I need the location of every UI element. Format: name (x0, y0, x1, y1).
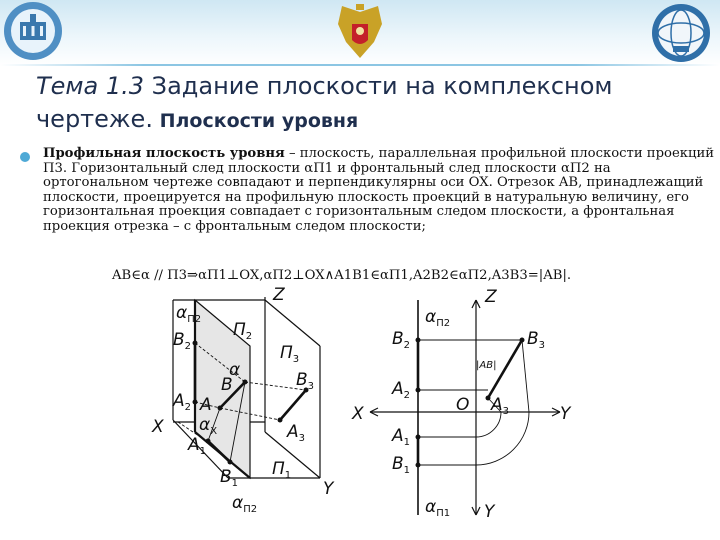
svg-text:П1: $П_1$ (272, 459, 292, 481)
fig1-b3-label: B (296, 370, 308, 390)
svg-text:αП1: $\alpha_{П1}$ (425, 497, 451, 519)
svg-text:αX: $\alpha_X$ (199, 415, 218, 437)
fig2-origin-label: O (456, 395, 470, 415)
fig1-alpha-p2-bottom-label: α (232, 493, 244, 513)
fig1-y-label: Y (323, 479, 334, 499)
fig2-b1-label: B (392, 454, 404, 474)
svg-text:П3: $П_3$ (280, 343, 300, 365)
fig2-y-label: Y (560, 404, 571, 424)
svg-text:B3: $B_3$ (296, 370, 315, 392)
fig2-y-bottom-label: Y (484, 502, 495, 522)
fig2-b2-label: B (392, 329, 404, 349)
fig2-ab-length-label: |AB| (476, 360, 497, 371)
definition-term: Профильная плоскость уровня (43, 146, 285, 161)
fig2-a1-label: A (392, 426, 404, 446)
fig1-x-label: X (152, 417, 164, 437)
fig1-b2-label: B (173, 330, 185, 350)
fig1-a1-label: A (188, 435, 200, 455)
fig1-a2-label: A (173, 391, 185, 411)
svg-text:A1: $A_1$ (392, 426, 411, 448)
svg-text:αП2: $\alpha_{П2}$ (232, 493, 258, 515)
svg-text:B2: $B_2$ (392, 329, 411, 351)
fig1-p3-label: П (280, 343, 293, 363)
svg-text:B2: $B_2$ (173, 330, 192, 352)
svg-text:A1: $A_1$ (188, 435, 207, 457)
svg-text:B1: $B_1$ (392, 454, 411, 476)
definition-text: – плоскость, параллельная профильной плоскости проекций П3. Горизонтальный след плоскости αП1 и фронтальный след плоскости αП2 на ортогональном чертеже совпадают и перпендикулярны оси OX. Отрезок AB, принадлежащий плоскости, проецируется на профильную плоскость проекций в натуральную величину, его горизонтальная проекция совпадает с горизонтальным следом плоскости, а фронтальная проекция отрезка – с фронтальным следом плоскости; (43, 146, 715, 234)
fig2-x-label: X (352, 404, 364, 424)
fig2-alpha-p2-label: α (425, 307, 437, 327)
fig2-z-label: Z (485, 287, 497, 307)
fig1-p1-label: П (272, 459, 285, 479)
fig1-a3-label: A (287, 422, 299, 442)
svg-text:A2: $A_2$ (173, 391, 192, 413)
fig1-p2-label: П (233, 320, 246, 340)
orthographic-points (416, 338, 525, 468)
fig2-a2-label: A (392, 379, 404, 399)
formula-line: AB∈α // П3⇒αП1⊥OX,αП2⊥OX∧A1B1∈αП1,A2B2∈αП2,A3B3=|AB|. (112, 268, 572, 283)
fig1-b1-label: B (220, 467, 232, 487)
fig2-alpha-p1-label: α (425, 497, 437, 517)
fig1-b-label: B (221, 375, 233, 395)
title-topic: Тема 1.3 (36, 72, 145, 100)
svg-text:A2: $A_2$ (392, 379, 411, 401)
svg-text:B1: $B_1$ (220, 467, 239, 489)
title-level-planes: Плоскости уровня (152, 110, 359, 132)
svg-text:П2: $П_2$ (233, 320, 253, 342)
svg-text:αП2: $\alpha_{П2}$ (425, 307, 451, 329)
svg-text:B3: $B_3$ (527, 329, 546, 351)
fig1-alpha-x-label: α (199, 415, 211, 435)
fig1-alpha-label: α (229, 360, 241, 380)
svg-text:A3: $A_3$ (491, 395, 510, 417)
fig2-b3-label: B (527, 329, 539, 349)
fig2-a3-label: A (491, 395, 503, 415)
fig1-a-label: A (200, 395, 212, 415)
title-main: Задание плоскости на комплексном чертеже. (36, 72, 613, 133)
fig1-z-label: Z (273, 285, 285, 305)
svg-text:αП2: $\alpha_{П2}$ (176, 303, 202, 325)
svg-text:A3: $A_3$ (287, 422, 306, 444)
fig1-alpha-p2-top-label: α (176, 303, 188, 323)
